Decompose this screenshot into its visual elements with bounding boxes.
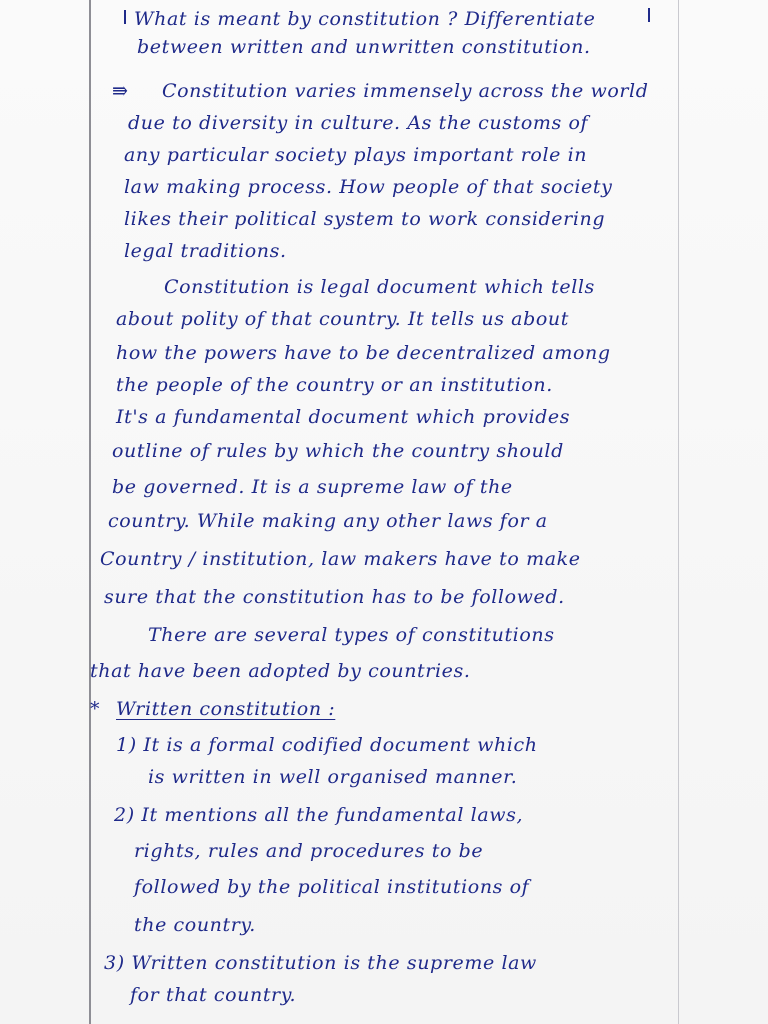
p2-line: the people of the country or an institution. xyxy=(116,374,553,396)
p3-line: that have been adopted by countries. xyxy=(90,660,471,682)
p2-line: how the powers have to be decentralized among xyxy=(116,342,611,364)
p1-line: law making process. How people of that society xyxy=(124,176,613,198)
point-line: 3) Written constitution is the supreme law xyxy=(104,952,537,974)
p2-line: Country / institution, law makers have to make xyxy=(100,548,581,570)
p1-line: legal traditions. xyxy=(124,240,287,262)
p2-line: country. While making any other laws for a xyxy=(108,510,548,532)
bullet-icon: * xyxy=(90,698,101,720)
point-line: followed by the political institutions of xyxy=(134,876,530,898)
p2-line: be governed. It is a supreme law of the xyxy=(112,476,513,498)
answer-arrow-line: ⇛ Constitution varies immensely across the world xyxy=(112,80,649,102)
written-constitution-heading: * Written constitution : xyxy=(90,698,336,720)
p1-line: due to diversity in culture. As the customs of xyxy=(128,112,589,134)
p2-line: outline of rules by which the country should xyxy=(112,440,564,462)
point-line: for that country. xyxy=(130,984,297,1006)
point-line: 2) It mentions all the fundamental laws, xyxy=(114,804,524,826)
p1-line: likes their political system to work considering xyxy=(124,208,606,230)
p2-line: Constitution is legal document which tells xyxy=(164,276,595,298)
question-line-2: between written and unwritten constitution. xyxy=(137,36,591,58)
point-line: is written in well organised manner. xyxy=(148,766,518,788)
p1-line: any particular society plays important role in xyxy=(124,144,588,166)
point-line: the country. xyxy=(134,914,256,936)
point-line: 1) It is a formal codified document which xyxy=(116,734,538,756)
question-line-1: What is meant by constitution ? Differentiate xyxy=(134,8,596,30)
p2-line: It's a fundamental document which provides xyxy=(116,406,571,428)
p3-line: There are several types of constitutions xyxy=(148,624,555,646)
p2-line: about polity of that country. It tells us about xyxy=(116,308,569,330)
arrow-icon: ⇛ xyxy=(112,80,129,102)
point-line: rights, rules and procedures to be xyxy=(134,840,484,862)
p2-line: sure that the constitution has to be followed. xyxy=(104,586,565,608)
